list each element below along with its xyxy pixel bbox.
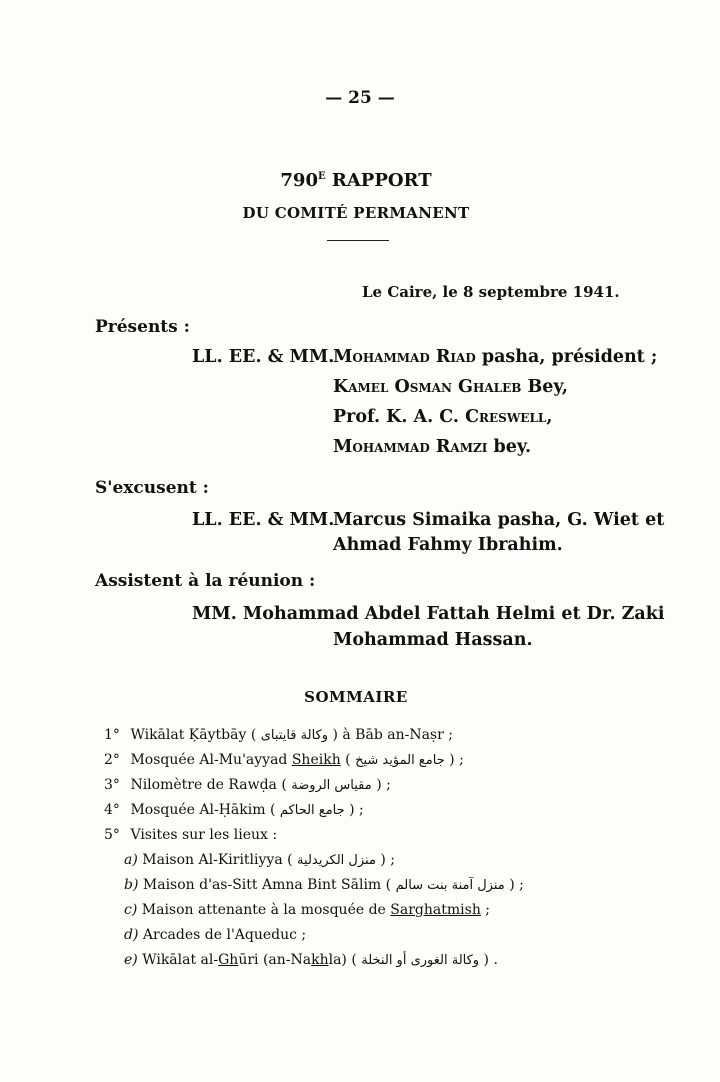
item-text: ) . (483, 952, 498, 968)
member-prefix: Prof. K. A. C. (333, 407, 466, 427)
arabic-text: مقياس الروضة (291, 778, 372, 793)
arabic-text: وكالة قايتباى (260, 728, 329, 743)
item-text: ) ; (376, 777, 391, 793)
item-text: Maison d'as-Sitt Amna Bint Sālim ( (142, 877, 392, 893)
arabic-text: منزل الكريدلية (297, 853, 376, 868)
member-title: bey. (487, 437, 532, 457)
item-letter: b) (124, 877, 139, 893)
sub-list-item (124, 927, 306, 943)
member-name: Kamel Osman Ghaleb (333, 377, 522, 397)
item-text: la) ( (328, 952, 357, 968)
excusent-prefix: LL. EE. & MM. (192, 510, 335, 530)
list-item (104, 752, 464, 768)
report-title-rest: RAPPORT (325, 170, 432, 191)
item-text: Wikālat al- (142, 952, 219, 968)
item-letter: c) (124, 902, 138, 918)
assistent-line-2: Mohammad Hassan. (333, 630, 533, 650)
underlined-text: kh (311, 952, 329, 968)
item-text: ) ; (349, 802, 364, 818)
item-text: ) ; (509, 877, 524, 893)
assistent-line-1: MM. Mohammad Abdel Fattah Helmi et Dr. Zaki (192, 604, 665, 624)
sub-list-item (124, 902, 490, 918)
item-text: Mosquée Al-Mu'ayyad (130, 752, 292, 768)
list-item (104, 727, 453, 743)
member-line (333, 377, 568, 397)
item-text: ūri (an-Na (238, 952, 312, 968)
excusent-heading: S'excusent : (95, 478, 209, 498)
title-divider (327, 240, 389, 241)
page-number: — 25 — (325, 88, 395, 108)
item-text: Arcades de l'Aqueduc ; (142, 927, 307, 943)
item-text: Mosquée Al-Ḥākim ( (130, 802, 276, 818)
item-number: 5° (104, 827, 120, 843)
sommaire-heading: SOMMAIRE (304, 688, 408, 706)
presents-prefix: LL. EE. & MM. (192, 347, 335, 367)
underlined-text: Sarghatmish (390, 902, 481, 918)
arabic-text: جامع الحاكم (279, 803, 345, 818)
item-number: 2° (104, 752, 120, 768)
member-line (333, 437, 531, 457)
excusent-line-2: Ahmad Fahmy Ibrahim. (333, 535, 563, 555)
item-text: ) ; (449, 752, 464, 768)
sub-list-item (124, 877, 524, 893)
member-name: Mohammad Ramzi (333, 437, 488, 457)
item-letter: d) (124, 927, 139, 943)
arabic-text: وكالة الغورى أو النخلة (361, 953, 480, 968)
arabic-text: منزل آمنة بنت سالم (395, 878, 505, 893)
item-letter: e) (124, 952, 138, 968)
report-subtitle: DU COMITÉ PERMANENT (242, 204, 470, 222)
item-number: 4° (104, 802, 120, 818)
item-text: Maison Al-Kiritliyya ( (142, 852, 293, 868)
member-title: Bey, (521, 377, 568, 397)
presents-heading: Présents : (95, 317, 190, 337)
member-title: , (546, 407, 553, 427)
sub-list-item (124, 852, 395, 868)
dateline: Le Caire, le 8 septembre 1941. (362, 283, 620, 301)
item-text: ) à Bāb an-Naṣr ; (332, 727, 453, 743)
member-line (333, 407, 552, 427)
item-text: ( (340, 752, 351, 768)
item-number: 3° (104, 777, 120, 793)
item-text: ; (480, 902, 491, 918)
list-item (104, 777, 391, 793)
underlined-text: Gh (218, 952, 239, 968)
underlined-text: Sheikh (291, 752, 341, 768)
item-text: Wikālat Ķāytbāy ( (130, 727, 257, 743)
item-text: Nilomètre de Rawḍa ( (130, 777, 287, 793)
report-title (0, 170, 712, 191)
sub-list-item (124, 952, 498, 968)
item-number: 1° (104, 727, 120, 743)
item-text: ) ; (380, 852, 395, 868)
member-name: Mohammad Riad (333, 347, 476, 367)
report-number: 790 (280, 170, 318, 191)
item-letter: a) (124, 852, 138, 868)
report-number-suffix: E (317, 171, 326, 182)
list-item (104, 827, 277, 843)
item-text: Maison attenante à la mosquée de (141, 902, 391, 918)
item-text: Visites sur les lieux : (130, 827, 278, 843)
excusent-line-1: Marcus Simaika pasha, G. Wiet et (333, 510, 665, 530)
member-title: pasha, président ; (475, 347, 658, 367)
member-line (333, 347, 657, 367)
assistent-heading: Assistent à la réunion : (95, 571, 316, 591)
list-item (104, 802, 364, 818)
arabic-text: جامع المؤيد شيخ (355, 753, 445, 768)
member-name: Creswell (465, 407, 547, 427)
